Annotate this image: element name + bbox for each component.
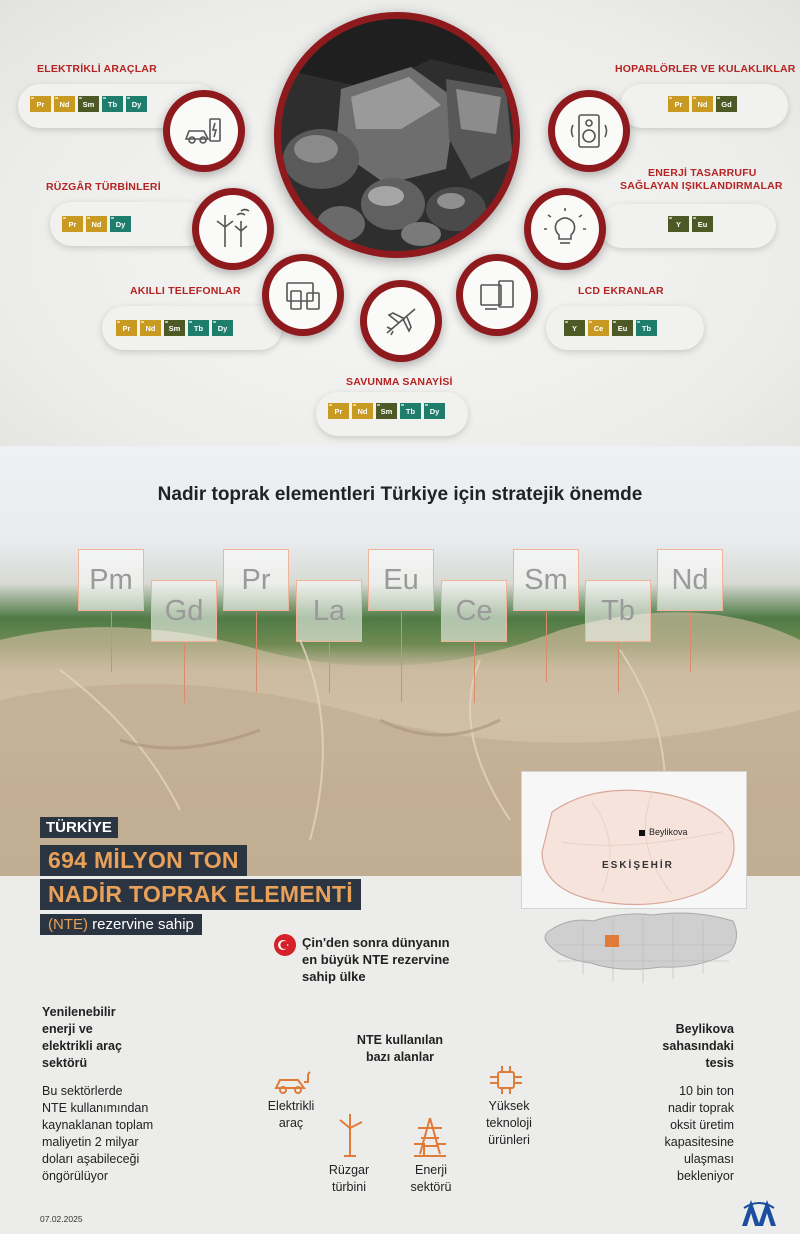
element-chip: Sm <box>164 320 185 336</box>
element-chip: Nd <box>86 216 107 232</box>
right-body-1: 10 bin ton <box>679 1084 734 1098</box>
element-chip: Sm <box>78 96 99 112</box>
electric-car-icon <box>182 109 226 153</box>
element-chip: Eu <box>692 216 713 232</box>
element-chip: Sm <box>376 403 397 419</box>
label-defense: SAVUNMA SANAYİSİ <box>346 376 453 388</box>
turkey-flag-icon <box>274 934 296 956</box>
aa-logo-icon <box>740 1196 778 1228</box>
power-tower-icon <box>410 1114 450 1158</box>
element-chip: Nd <box>352 403 373 419</box>
circuit-chip-icon <box>486 1062 526 1098</box>
headline: Nadir toprak elementleri Türkiye için stratejik önemde <box>157 484 643 505</box>
circle-speaker <box>548 90 630 172</box>
chips-lcd <box>564 320 657 336</box>
stat-line2: NADİR TOPRAK ELEMENTİ <box>40 879 361 910</box>
element-chip: Tb <box>102 96 123 112</box>
left-title-3: elektrikli araç <box>42 1039 122 1053</box>
element-chip: Nd <box>692 96 713 112</box>
element-leader-line <box>329 643 330 693</box>
element-chip: Tb <box>188 320 209 336</box>
left-body-6: öngörülüyor <box>42 1169 109 1183</box>
element-box: Pm <box>78 549 144 611</box>
circle-lcd <box>456 254 538 336</box>
element-chip: Dy <box>424 403 445 419</box>
left-body-1: Bu sektörlerde <box>42 1084 123 1098</box>
element-chip: Ce <box>588 320 609 336</box>
element-leader-line <box>690 612 691 672</box>
nte-abbr: (NTE) <box>48 916 88 933</box>
left-title-4: sektörü <box>42 1056 88 1070</box>
site-marker-icon <box>639 830 645 836</box>
right-title-3: tesis <box>705 1056 734 1070</box>
element-chip: Pr <box>30 96 51 112</box>
chips-speakers <box>668 96 737 112</box>
element-box: Eu <box>368 549 434 611</box>
province-map <box>522 772 748 910</box>
label-lighting-line1: ENERJİ TASARRUFU <box>648 167 757 179</box>
mid-item4-l2: teknoloji <box>486 1116 532 1130</box>
site-label: Beylikova <box>649 827 688 837</box>
mid-item3-l1: Enerji <box>415 1163 447 1177</box>
element-chip: Dy <box>126 96 147 112</box>
label-smartphones: AKILLI TELEFONLAR <box>130 285 241 297</box>
element-chip: Nd <box>140 320 161 336</box>
circle-lighting <box>524 188 606 270</box>
element-chip: Pr <box>62 216 83 232</box>
element-box: Nd <box>657 549 723 611</box>
element-chip: Pr <box>116 320 137 336</box>
circle-smartphone <box>262 254 344 336</box>
mid-item2-l2: türbini <box>331 1180 367 1194</box>
element-leader-line <box>256 612 257 692</box>
element-box: Sm <box>513 549 579 611</box>
left-body-2: NTE kullanımından <box>42 1101 149 1115</box>
turkey-map <box>543 905 743 993</box>
label-lighting-line2: SAĞLAYAN IŞIKLANDIRMALAR <box>620 180 783 192</box>
element-chip: Dy <box>110 216 131 232</box>
mid-item4-l3: ürünleri <box>488 1133 530 1147</box>
left-title-2: enerji ve <box>42 1022 93 1036</box>
chips-smartphones <box>116 320 233 336</box>
right-body-4: kapasitesine <box>664 1135 734 1149</box>
chips-wind-turbines <box>62 216 131 232</box>
mid-item3-l2: sektörü <box>410 1180 452 1194</box>
mid-item1-l1: Elektrikli <box>267 1099 315 1113</box>
right-body-3: oksit üretim <box>670 1118 734 1132</box>
element-chip: Y <box>564 320 585 336</box>
element-chip: Eu <box>612 320 633 336</box>
rank-line1: Çin'den sonra dünyanın <box>302 935 450 950</box>
right-body-2: nadir toprak <box>667 1101 734 1115</box>
eskisehir-map <box>521 771 747 909</box>
rare-earth-ore-image <box>274 12 520 258</box>
mid-title-2: bazı alanlar <box>365 1050 435 1064</box>
element-box: Ce <box>441 580 507 642</box>
left-body-3: kaynaklanan toplam <box>42 1118 154 1132</box>
element-leader-line <box>184 643 185 703</box>
stat-line1: 694 MİLYON TON <box>40 845 247 876</box>
element-leader-line <box>401 612 402 702</box>
element-box: Gd <box>151 580 217 642</box>
right-body-6: bekleniyor <box>677 1169 734 1183</box>
mid-item4-l1: Yüksek <box>488 1099 530 1113</box>
element-chip: Gd <box>716 96 737 112</box>
right-body-5: ulaşması <box>683 1152 734 1166</box>
element-chip: Dy <box>212 320 233 336</box>
publish-date: 07.02.2025 <box>40 1214 83 1224</box>
speaker-icon <box>567 109 611 153</box>
stat-subline <box>40 914 202 935</box>
rank-line3: sahip ülke <box>302 969 366 984</box>
element-chip: Y <box>668 216 689 232</box>
electric-car-icon <box>272 1068 312 1096</box>
element-leader-line <box>111 612 112 672</box>
chips-lighting <box>668 216 713 232</box>
chips-defense <box>328 403 445 419</box>
circle-electric-car <box>163 90 245 172</box>
element-box: Pr <box>223 549 289 611</box>
mid-item1-l2: araç <box>278 1116 304 1130</box>
country-label: TÜRKİYE <box>40 817 118 838</box>
wind-turbine-icon <box>211 207 255 251</box>
left-title-1: Yenilenebilir <box>42 1005 116 1019</box>
left-body-4: maliyetin 2 milyar <box>42 1135 139 1149</box>
element-box: La <box>296 580 362 642</box>
element-chip: Nd <box>54 96 75 112</box>
element-chip: Pr <box>328 403 349 419</box>
label-electric-cars: ELEKTRİKLİ ARAÇLAR <box>37 63 157 75</box>
element-chip: Tb <box>636 320 657 336</box>
circle-defense <box>360 280 442 362</box>
label-lcd: LCD EKRANLAR <box>578 285 664 297</box>
stat-sub-rest: rezervine sahip <box>88 916 194 933</box>
element-box: Tb <box>585 580 651 642</box>
lightbulb-icon <box>543 207 587 251</box>
province-label: ESKİŞEHİR <box>602 860 674 871</box>
wind-turbine-icon <box>334 1110 366 1158</box>
smartphone-icon <box>281 273 325 317</box>
label-wind-turbines: RÜZGÂR TÜRBİNLERİ <box>46 181 161 193</box>
right-title-1: Beylikova <box>675 1022 734 1036</box>
chips-electric-cars <box>30 96 147 112</box>
element-chip: Tb <box>400 403 421 419</box>
element-leader-line <box>474 643 475 703</box>
mid-item2-l1: Rüzgar <box>328 1163 370 1177</box>
rank-line2: en büyük NTE rezervine <box>302 952 450 967</box>
label-speakers: HOPARLÖRLER VE KULAKLIKLAR <box>615 63 796 75</box>
element-leader-line <box>546 612 547 682</box>
mid-title-1: NTE kullanılan <box>356 1033 444 1047</box>
lcd-screen-icon <box>475 273 519 317</box>
airplane-icon <box>379 299 423 343</box>
element-leader-line <box>618 643 619 693</box>
circle-wind-turbine <box>192 188 274 270</box>
left-body-5: doları aşabileceği <box>42 1152 140 1166</box>
element-chip: Pr <box>668 96 689 112</box>
right-title-2: sahasındaki <box>662 1039 734 1053</box>
